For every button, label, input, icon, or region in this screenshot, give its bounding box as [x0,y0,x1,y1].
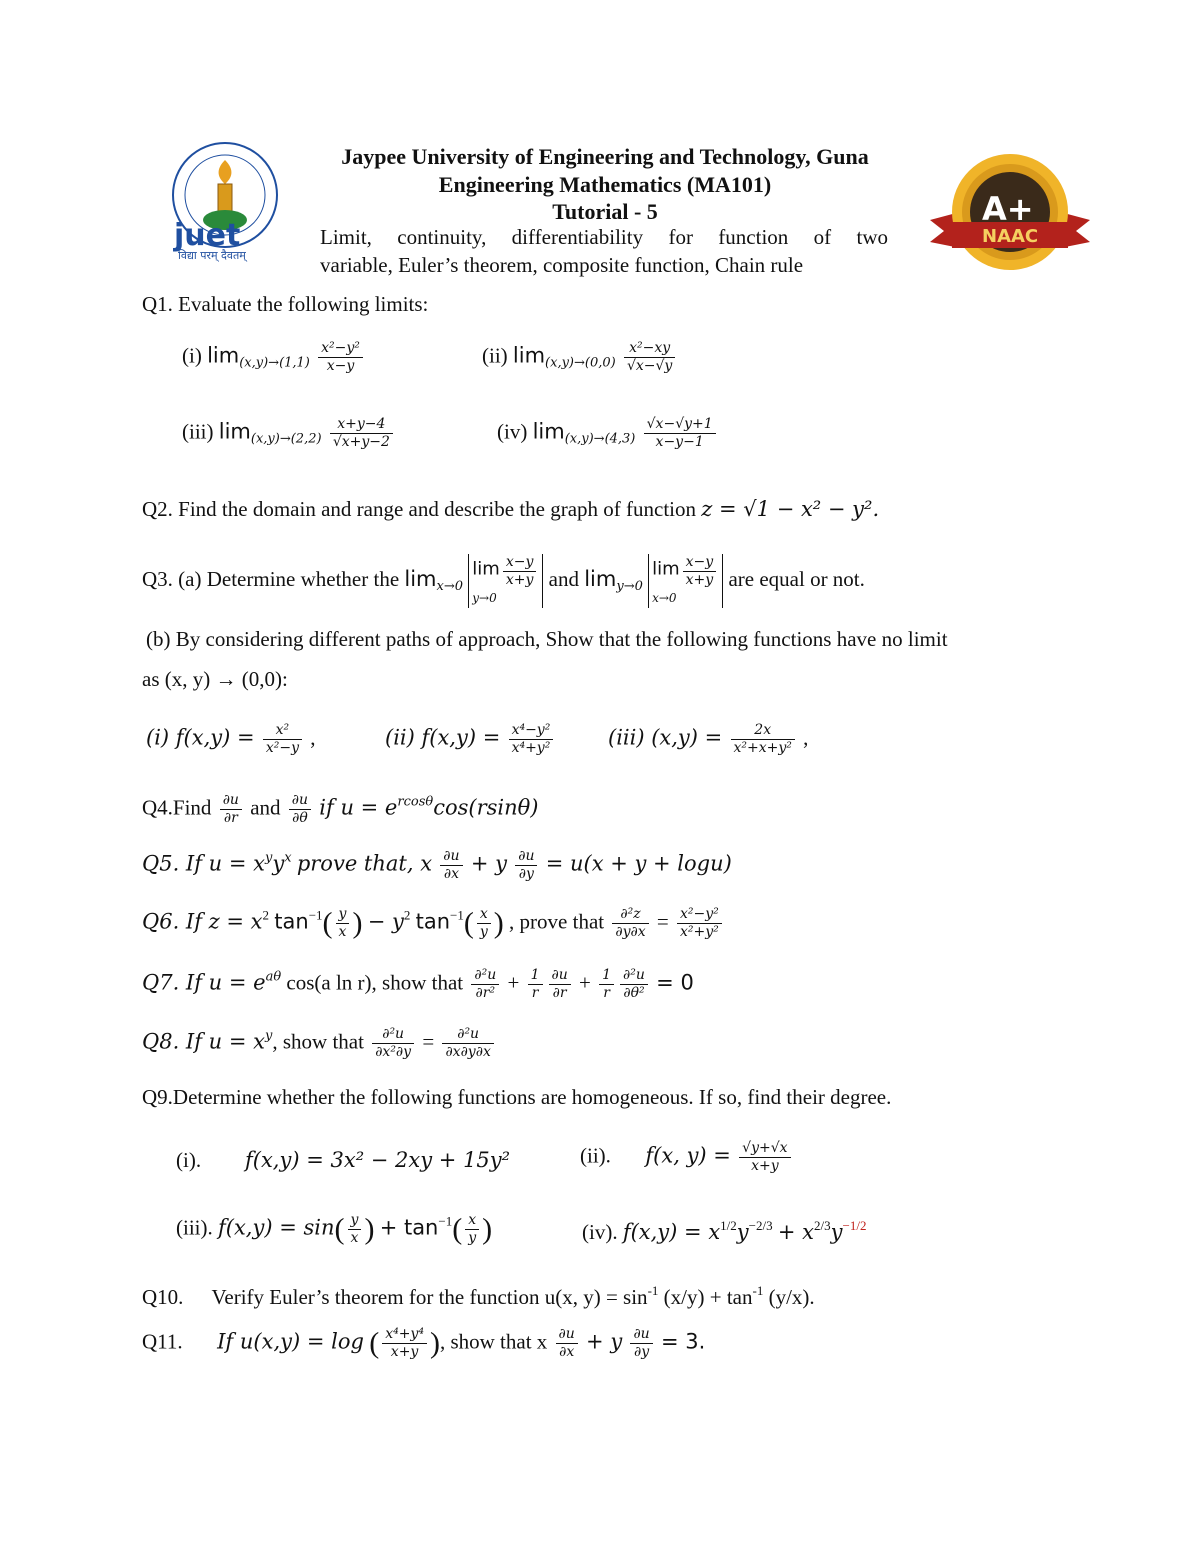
naac-label: NAAC [982,226,1039,247]
q3-a: Q3. (a) Determine whether the $\lim_{x\to 0} \lim$ $\frac{x-y}{x+y}$ y→0 and $\lim_{y\to 0} \lim$ $\frac{x-y}{x+y}$ x→0 are equal or not. [142,554,865,608]
tutorial-title: Tutorial - 5 [552,199,658,224]
q1-iii-fraction: $\frac{x+y-4}{√x+y-2}$ [330,416,393,451]
topics-line-1: Limit, continuity, differentiability for function of two [320,225,888,249]
q1-iv-fraction: $\frac{√x-√y+1}{x-y-1}$ [644,416,716,451]
q6: Q6. If $z = x^2$ $\tan^{-1}$( $\frac{y}{x}$ ) − $y^2$ $\tan^{-1}$( $\frac{x}{y}$ ) , prove that $\frac{\text{∂²z}}{\partial y\partial x}$ = $\frac{\text{x²−y²}}{\text{x²+y²}}$ [142,906,725,941]
q11: Q11. If u(x,y) = log ( $\frac{\text{x⁴+y⁴}}{x+y}$ ), show that x $\frac{\partial u}{\partial x}$ + y $\frac{\partial u}{\partial y}$ = 3. [142,1326,706,1360]
q3-inner-limit-1: lim $\frac{x-y}{x+y}$ y→0 [468,554,543,608]
juet-logo [160,140,290,265]
q1-ii: (ii) $\lim_{(x,y)\to(0,0)}$ $\frac{\text{x²−xy}}{√x-√y}$ [482,340,678,375]
q9-i: (i). [176,1148,202,1172]
naac-grade: A+ [982,190,1034,228]
q3-b-f3: (iii) (x,y) = $\frac{2x}{\text{x²+x+y²}}$ , [608,722,809,756]
q3-b-line1: (b) By considering different paths of approach, Show that the following functions have no limit [146,627,948,651]
q9-label: Q9.Determine whether the following functions are homogeneous. If so, find their degree. [142,1085,892,1109]
q1-label: Q1. Evaluate the following limits: [142,292,429,316]
q1-ii-fraction: $\frac{\text{x²−xy}}{√x-√y}$ [624,340,675,375]
q3-b-line2: as (x, y) → (0,0): [142,667,288,691]
q5: Q5. If $u = x^yy^x$ prove that, x $\frac{\partial u}{\partial x}$ + y $\frac{\partial u}{\partial y}$ = u(x + y + logu) [142,848,732,882]
q7: Q7. If $u = e^{a\theta}$ cos(a ln r), show that $\frac{\text{∂²u}}{\text{∂r²}}$ + $\frac{1}{r}$ $\frac{\partial u}{\partial r}$ + $\frac{1}{r}$ $\frac{\text{∂²u}}{\text{∂θ²}}$ = 0 [142,967,694,1001]
juet-motto: विद्या परम् दैवतम् [178,249,246,262]
naac-logo [930,150,1090,280]
q3-b-f2: (ii) f(x,y) = $\frac{\text{x⁴−y²}}{\text{x⁴+y²}}$ [385,722,556,757]
q1-iii: (iii) $\lim_{(x,y)\to(2,2)}$ $\frac{x+y-4}{√x+y-2}$ [182,416,396,451]
university-title: Jaypee University of Engineering and Technology, Guna [341,144,869,169]
q4: Q4.Find $\frac{\partial u}{\partial r}$ and $\frac{\partial u}{\partial\theta}$ if $u = e^{rcos\theta}\cos(rsin\theta)$ [142,792,539,826]
q3-b-f1: (i) f(x,y) = $\frac{\text{x²}}{\text{x²−y}}$ , [146,722,316,756]
q1-i: (i) $\lim_{(x,y)\to(1,1)}$ $\frac{\text{x²−y²}}{x-y}$ [182,340,366,375]
q9-i-expr: f(x,y) = 3x² − 2xy + 15y² [245,1148,511,1172]
q10: Q10. Verify Euler’s theorem for the function u(x, $y) = \sin^{-1} (x/y) + \tan^{-1} (y/x)$. [142,1283,815,1309]
juet-wordmark: juet [174,218,241,253]
q9-iv: (iv). $f(x,y) = x^{1/2}y^{-2/3} + x^{2/3}y^{-1/2}$ [582,1218,867,1244]
q1-iv: (iv) $\lim_{(x,y)\to(4,3)}$ $\frac{√x-√y+1}{x-y-1}$ [497,416,719,451]
q2: Q2. Find the domain and range and describe the graph of function z = √1 − x² − y². [142,497,880,521]
q9-iii: (iii). f(x,y) = sin( $\frac{y}{x}$ ) + $\tan^{-1}$( $\frac{x}{y}$ ) [176,1212,493,1246]
q9-ii: (ii). f(x, y) = $\frac{√y+√x}{x+y}$ [580,1140,794,1175]
course-title: Engineering Mathematics (MA101) [438,172,772,197]
q3-inner-limit-2: lim $\frac{x-y}{x+y}$ x→0 [648,554,723,608]
topics-line-2: variable, Euler’s theorem, composite function, Chain rule [320,253,804,277]
q8: Q8. If $u = x^y$, show that $\frac{\text{∂²u}}{\text{∂x²∂y}}$ = $\frac{\text{∂²u}}{\partial x\partial y\partial x}$ [142,1026,497,1061]
q1-i-fraction: $\frac{\text{x²−y²}}{x-y}$ [318,340,363,375]
